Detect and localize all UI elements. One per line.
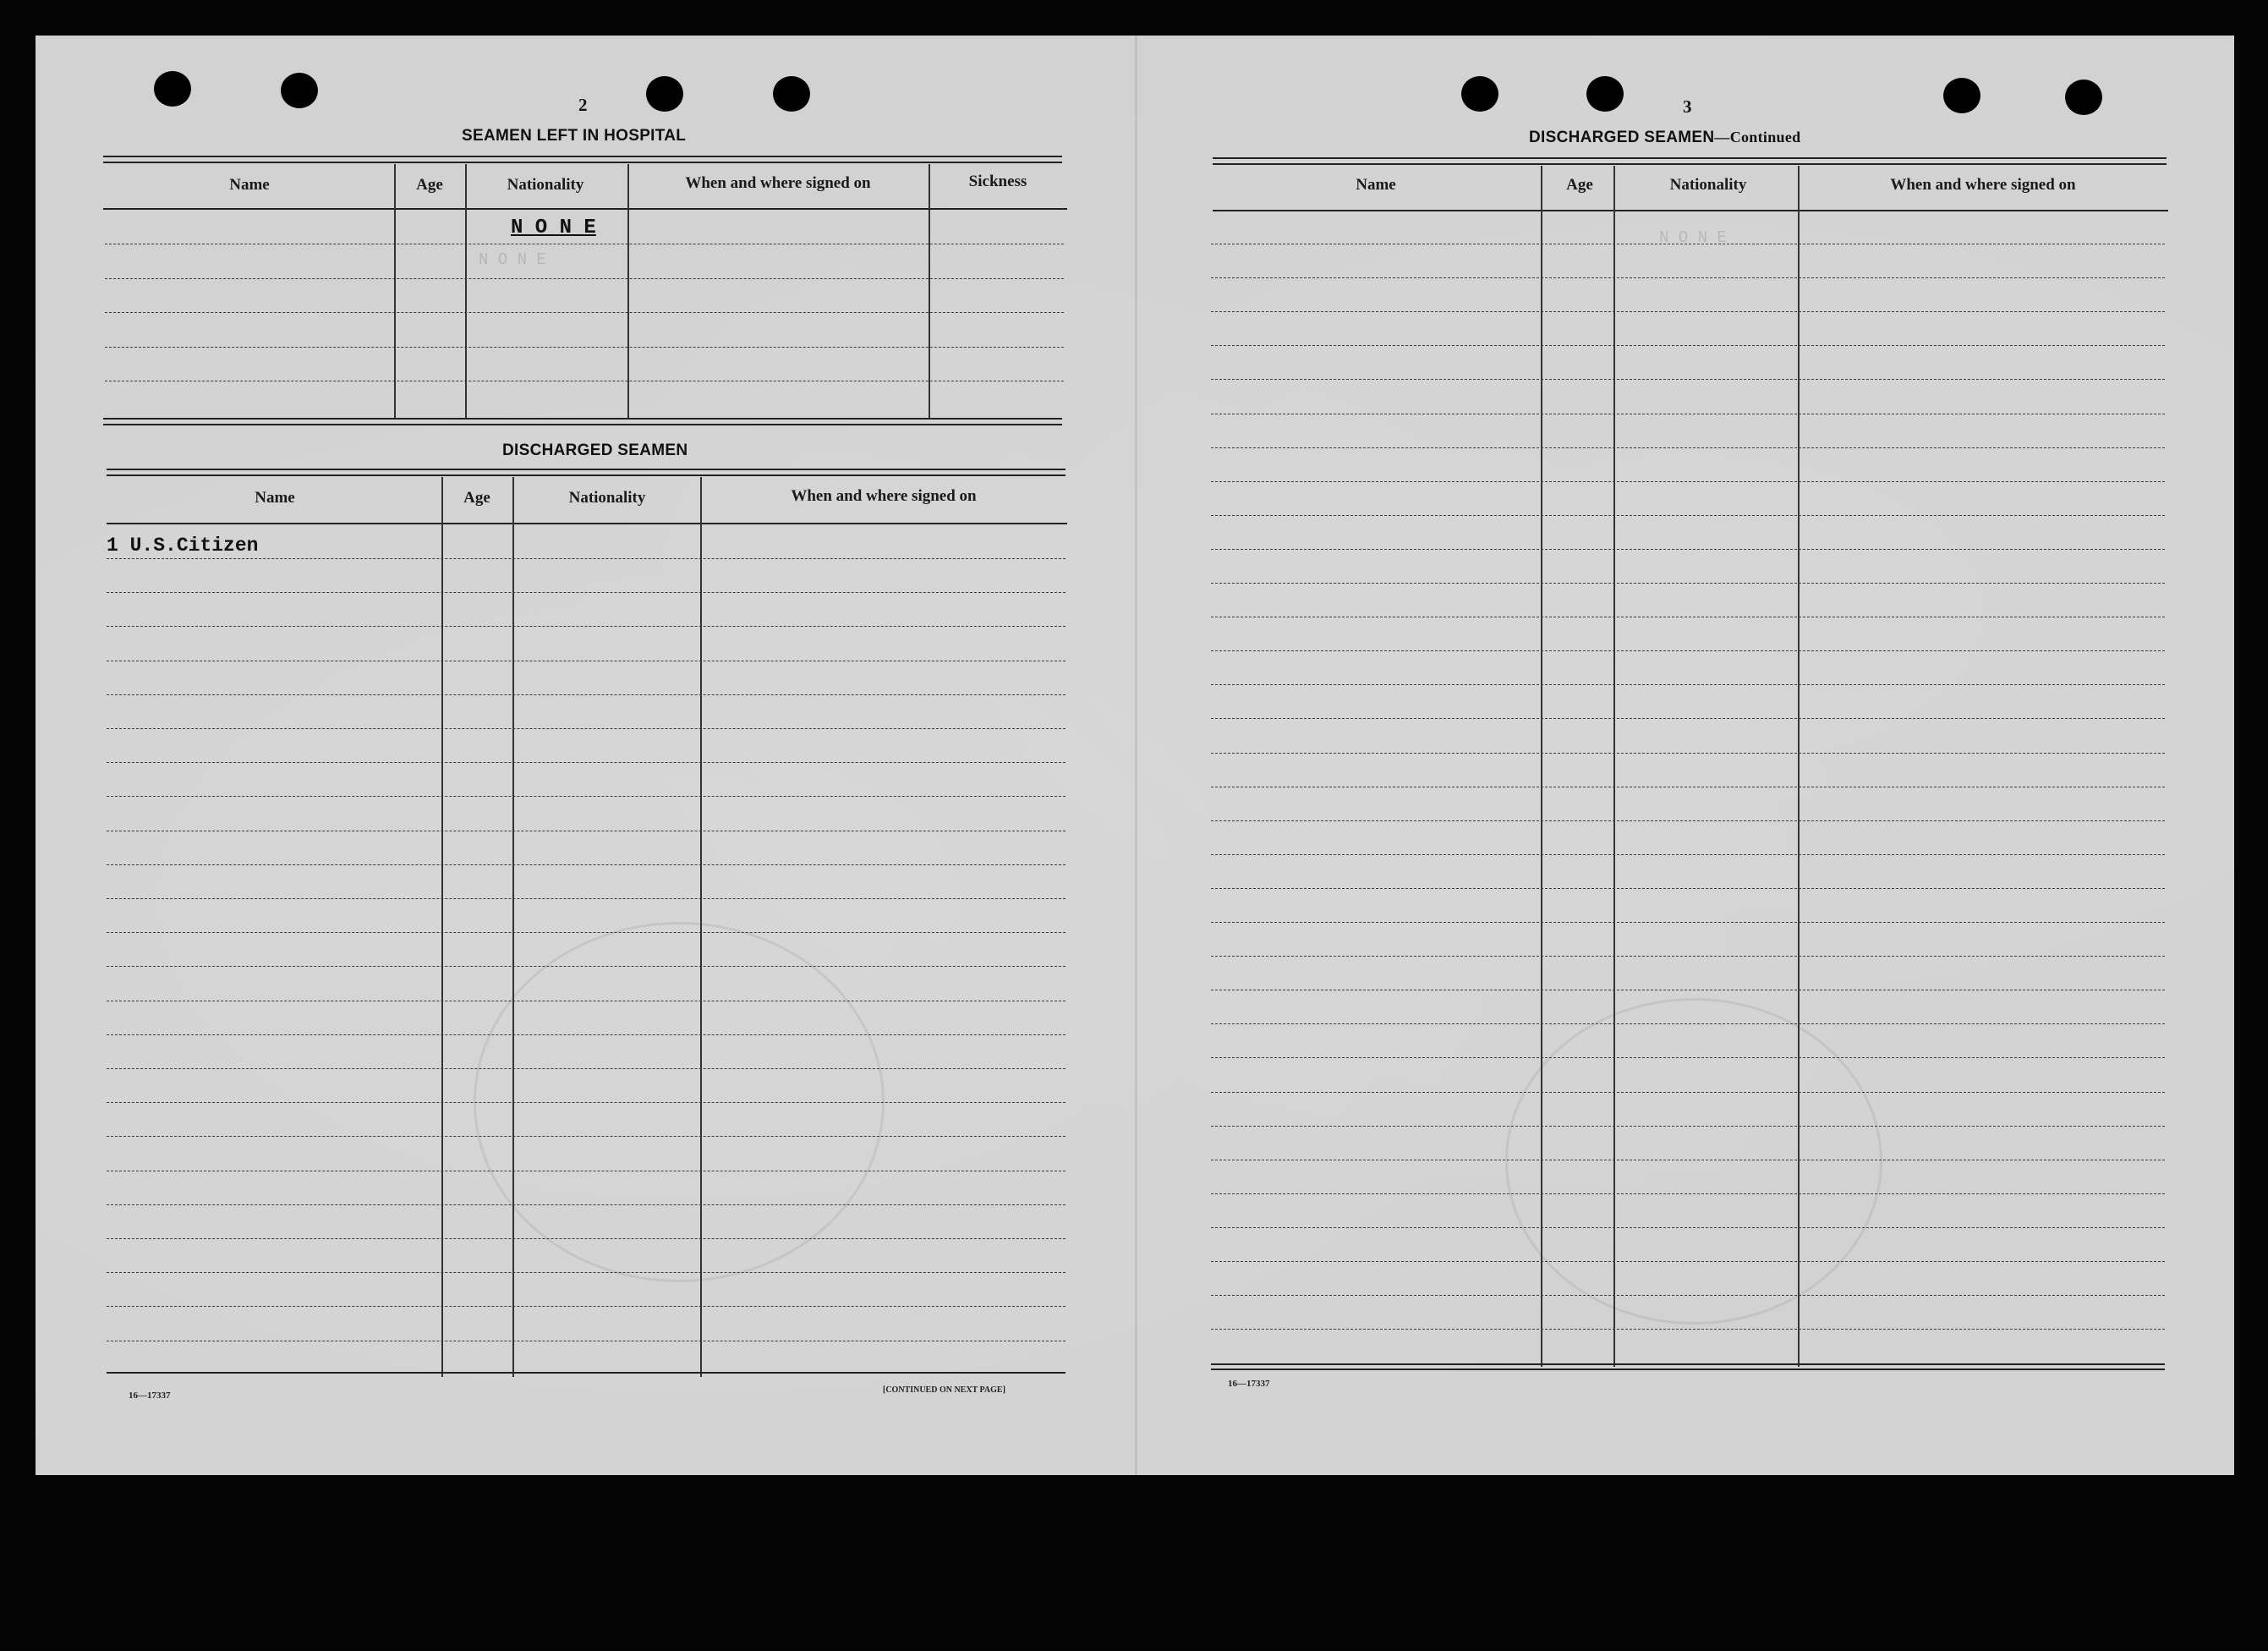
ruled-line [1211, 888, 2165, 889]
ruled-line [1211, 718, 2165, 719]
table-bottom-rule [103, 424, 1062, 425]
punch-hole [1943, 78, 1980, 113]
ruled-line [107, 592, 1066, 593]
table-top-rule [107, 474, 1066, 476]
header-rule [103, 208, 1067, 210]
ruled-line [107, 1238, 1066, 1239]
column-header: When and where signed on [791, 487, 977, 505]
bleed-through: N O N E [479, 250, 546, 269]
ruled-line [107, 898, 1066, 899]
column-header: Name [1356, 176, 1396, 194]
ruled-line [1211, 447, 2165, 448]
form-number: 16—17337 [129, 1390, 171, 1401]
ruled-line [105, 312, 1064, 313]
ruled-line [1211, 379, 2165, 380]
ruled-line [1211, 1126, 2165, 1127]
header-rule [1213, 210, 2168, 211]
ruled-line [107, 1034, 1066, 1035]
punch-hole [773, 76, 810, 112]
column-divider [700, 477, 702, 1377]
ruled-line [107, 1272, 1066, 1273]
section-title-main: DISCHARGED SEAMEN [1529, 129, 1715, 146]
ruled-line [1211, 753, 2165, 754]
table-top-rule [103, 162, 1062, 163]
ruled-line [107, 558, 1066, 559]
section-title [1529, 129, 1800, 147]
continued-note: [CONTINUED ON NEXT PAGE] [883, 1385, 1005, 1395]
table-bottom-rule [1211, 1369, 2165, 1370]
ruled-line [107, 1204, 1066, 1205]
form-number: 16—17337 [1228, 1379, 1270, 1389]
column-header: Name [229, 176, 270, 194]
column-header: Age [1566, 176, 1593, 194]
ruled-line [1211, 820, 2165, 821]
ruled-line [1211, 854, 2165, 855]
section-title: DISCHARGED SEAMEN [502, 442, 688, 459]
discharged-entry: 1 U.S.Citizen [107, 535, 259, 557]
ruled-line [1211, 515, 2165, 516]
ruled-line [107, 1136, 1066, 1137]
ruled-line [107, 1068, 1066, 1069]
ruled-line [105, 278, 1064, 279]
ruled-line [1211, 311, 2165, 312]
section-title: SEAMEN LEFT IN HOSPITAL [462, 127, 687, 145]
ruled-line [1211, 1193, 2165, 1194]
table-top-rule [1213, 157, 2167, 159]
ruled-line [1211, 650, 2165, 651]
page-number: 3 [1683, 96, 1692, 117]
column-divider [394, 164, 396, 418]
punch-hole [646, 76, 683, 112]
ruled-line [1211, 1261, 2165, 1262]
section-title-suffix: —Continued [1714, 129, 1801, 145]
ruled-line [107, 1102, 1066, 1103]
ruled-line [1211, 1295, 2165, 1296]
ruled-line [107, 728, 1066, 729]
ruled-line [107, 1306, 1066, 1307]
punch-hole [1461, 76, 1498, 112]
ruled-line [105, 347, 1064, 348]
ruled-line [1211, 1057, 2165, 1058]
page-fold [1135, 36, 1137, 1475]
table-top-rule [107, 469, 1066, 470]
table-top-rule [1213, 163, 2167, 165]
ruled-line [1211, 1227, 2165, 1228]
column-divider [465, 164, 467, 418]
table-bottom-rule [1211, 1363, 2165, 1365]
column-divider [512, 477, 514, 1377]
column-header: Age [416, 176, 443, 194]
column-header: Nationality [507, 176, 584, 194]
ruled-line [1211, 956, 2165, 957]
ruled-line [1211, 481, 2165, 482]
column-header: Name [255, 489, 295, 507]
ruled-line [1211, 1329, 2165, 1330]
ruled-line [107, 626, 1066, 627]
punch-hole [281, 73, 318, 108]
header-rule [107, 523, 1067, 524]
ruled-line [1211, 549, 2165, 550]
punch-hole [154, 71, 191, 107]
hospital-entry: N O N E [511, 217, 596, 239]
punch-hole [2065, 80, 2102, 115]
column-header: When and where signed on [685, 174, 871, 192]
table-top-rule [103, 156, 1062, 157]
table-bottom-rule [103, 418, 1062, 420]
ruled-line [1211, 1092, 2165, 1093]
punch-hole [1586, 76, 1624, 112]
ruled-line [107, 966, 1066, 967]
table-bottom-rule [107, 1372, 1066, 1374]
column-header: Age [463, 489, 490, 507]
page-number: 2 [578, 95, 588, 115]
column-header: Nationality [568, 489, 646, 507]
ruled-line [1211, 345, 2165, 346]
column-header: Nationality [1669, 176, 1747, 194]
ruled-line [107, 762, 1066, 763]
ruled-line [107, 864, 1066, 865]
ruled-line [1211, 922, 2165, 923]
bleed-through: N O N E [1659, 228, 1727, 247]
ruled-line [1211, 583, 2165, 584]
column-divider [627, 164, 629, 418]
column-header: Sickness [968, 173, 1027, 190]
column-header: When and where signed on [1890, 176, 2076, 194]
column-divider [929, 164, 930, 418]
bleed-through-stamp [1505, 998, 1882, 1325]
ruled-line [1211, 1023, 2165, 1024]
ruled-line [1211, 277, 2165, 278]
ruled-line [107, 694, 1066, 695]
ruled-line [107, 932, 1066, 933]
ruled-line [107, 796, 1066, 797]
column-divider [441, 477, 443, 1377]
ruled-line [1211, 684, 2165, 685]
